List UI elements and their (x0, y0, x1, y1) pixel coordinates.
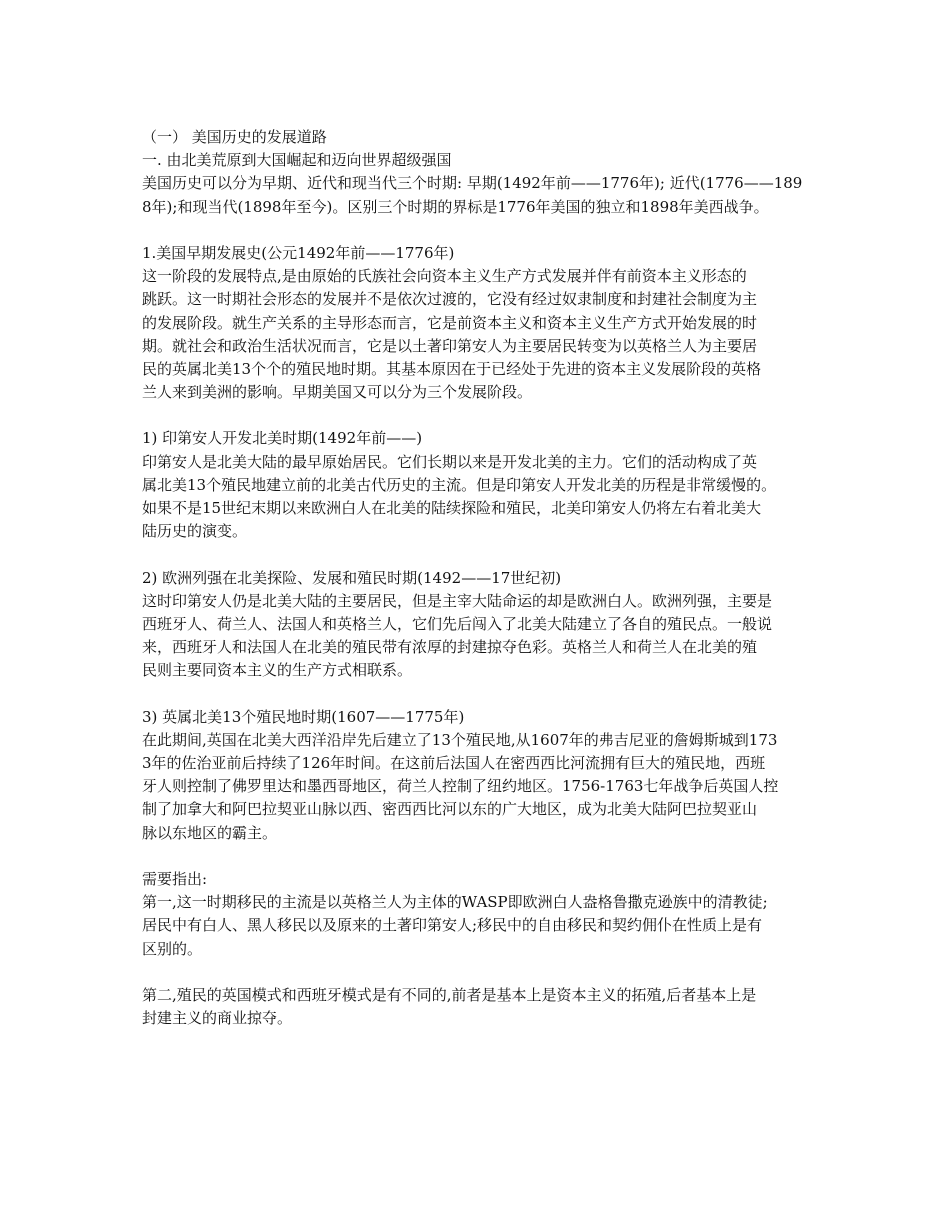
paragraph-gap (142, 404, 812, 427)
paragraph-gap (142, 683, 812, 706)
stage3-heading: 3) 英属北美13个殖民地时期(1607——1775年) (142, 707, 465, 726)
paragraph-gap (142, 219, 812, 242)
part1-line: 民的英属北美13个个的殖民地时期。其基本原因在于已经处于先进的资本主义发展阶段的英格 (142, 359, 762, 378)
note-first-line: 区别的。 (142, 939, 203, 958)
stage1-line: 如果不是15世纪末期以来欧洲白人在北美的陆续探险和殖民，北美印第安人仍将左右着北美大 (142, 499, 762, 517)
section-title: 一. 由北美荒原到大国崛起和迈向世界超级强国 (142, 151, 452, 170)
part1-line: 跳跃。这一时期社会形态的发展并不是依次过渡的，它没有经过奴隶制度和封建社会制度为主 (142, 290, 758, 309)
stage2-line: 西班牙人、荷兰人、法国人和英格兰人，它们先后闯入了北美大陆建立了各自的殖民点。一般说 (142, 614, 773, 633)
note-second-line: 第二,殖民的英国模式和西班牙模式是有不同的,前者是基本上是资本主义的拓殖,后者基本上是 (142, 985, 757, 1004)
stage1-line: 属北美13个殖民地建立前的北美古代历史的主流。但是印第安人开发北美的历程是非常缓慢的。 (142, 475, 777, 494)
stage2-line: 来，西班牙人和法国人在北美的殖民带有浓厚的封建掠夺色彩。英格兰人和荷兰人在北美的殖 (142, 638, 758, 657)
stage2-line: 这时印第安人仍是北美大陆的主要居民，但是主宰大陆命运的却是欧洲白人。欧洲列强，主要是 (142, 591, 773, 610)
paragraph-gap (142, 961, 812, 984)
stage1-line: 陆历史的演变。 (142, 522, 248, 541)
note-first-line: 居民中有白人、黑人移民以及原来的土著印第安人;移民中的自由移民和契约佣仆在性质上是有 (142, 916, 763, 935)
stage3-line: 在此期间,英国在北美大西洋沿岸先后建立了13个殖民地,从1607年的弗吉尼亚的詹姆斯城到173 (142, 730, 778, 749)
document-title: （一） 美国历史的发展道路 (142, 128, 327, 146)
part1-line: 兰人来到美洲的影响。早期美国又可以分为三个发展阶段。 (142, 383, 533, 402)
stage1-heading: 1) 印第安人开发北美时期(1492年前——) (142, 429, 423, 448)
stage2-heading: 2) 欧洲列强在北美探险、发展和殖民时期(1492——17世纪初) (142, 568, 562, 587)
notes-heading: 需要指出: (142, 870, 208, 888)
intro-line: 美国历史可以分为早期、近代和现当代三个时期: 早期(1492年前——1776年); 近代(1776——189 (142, 174, 803, 193)
part1-line: 这一阶段的发展特点,是由原始的氏族社会向资本主义生产方式发展并伴有前资本主义形态的 (142, 267, 747, 286)
stage3-line: 牙人则控制了佛罗里达和墨西哥地区，荷兰人控制了纽约地区。1756-1763七年战争后英国人控 (142, 777, 779, 796)
document-page (142, 126, 812, 1030)
paragraph-gap (142, 543, 812, 566)
note-second-line: 封建主义的商业掠夺。 (142, 1009, 293, 1028)
stage1-line: 印第安人是北美大陆的最早原始居民。它们长期以来是开发北美的主力。它们的活动构成了英 (142, 452, 758, 471)
stage2-line: 民则主要同资本主义的生产方式相联系。 (142, 661, 413, 680)
stage3-line: 脉以东地区的霸主。 (142, 823, 278, 842)
stage3-line: 3年的佐治亚前后持续了126年时间。在这前后法国人在密西西比河流拥有巨大的殖民地，西班 (142, 754, 766, 773)
intro-line: 8年);和现当代(1898年至今)。区别三个时期的界标是1776年美国的独立和1898年美西战争。 (142, 197, 769, 216)
part1-heading: 1.美国早期发展史(公元1492年前——1776年) (142, 243, 455, 262)
paragraph-gap (142, 845, 812, 868)
part1-line: 的发展阶段。就生产关系的主导形态而言，它是前资本主义和资本主义生产方式开始发展的时 (142, 313, 758, 332)
stage3-line: 制了加拿大和阿巴拉契亚山脉以西、密西西比河以东的广大地区，成为北美大陆阿巴拉契亚山 (142, 800, 758, 819)
part1-line: 期。就社会和政治生活状况而言，它是以土著印第安人为主要居民转变为以英格兰人为主要居 (142, 336, 758, 355)
note-first-line: 第一,这一时期移民的主流是以英格兰人为主体的WASP即欧洲白人盎格鲁撒克逊族中的清教徒; (142, 893, 768, 912)
